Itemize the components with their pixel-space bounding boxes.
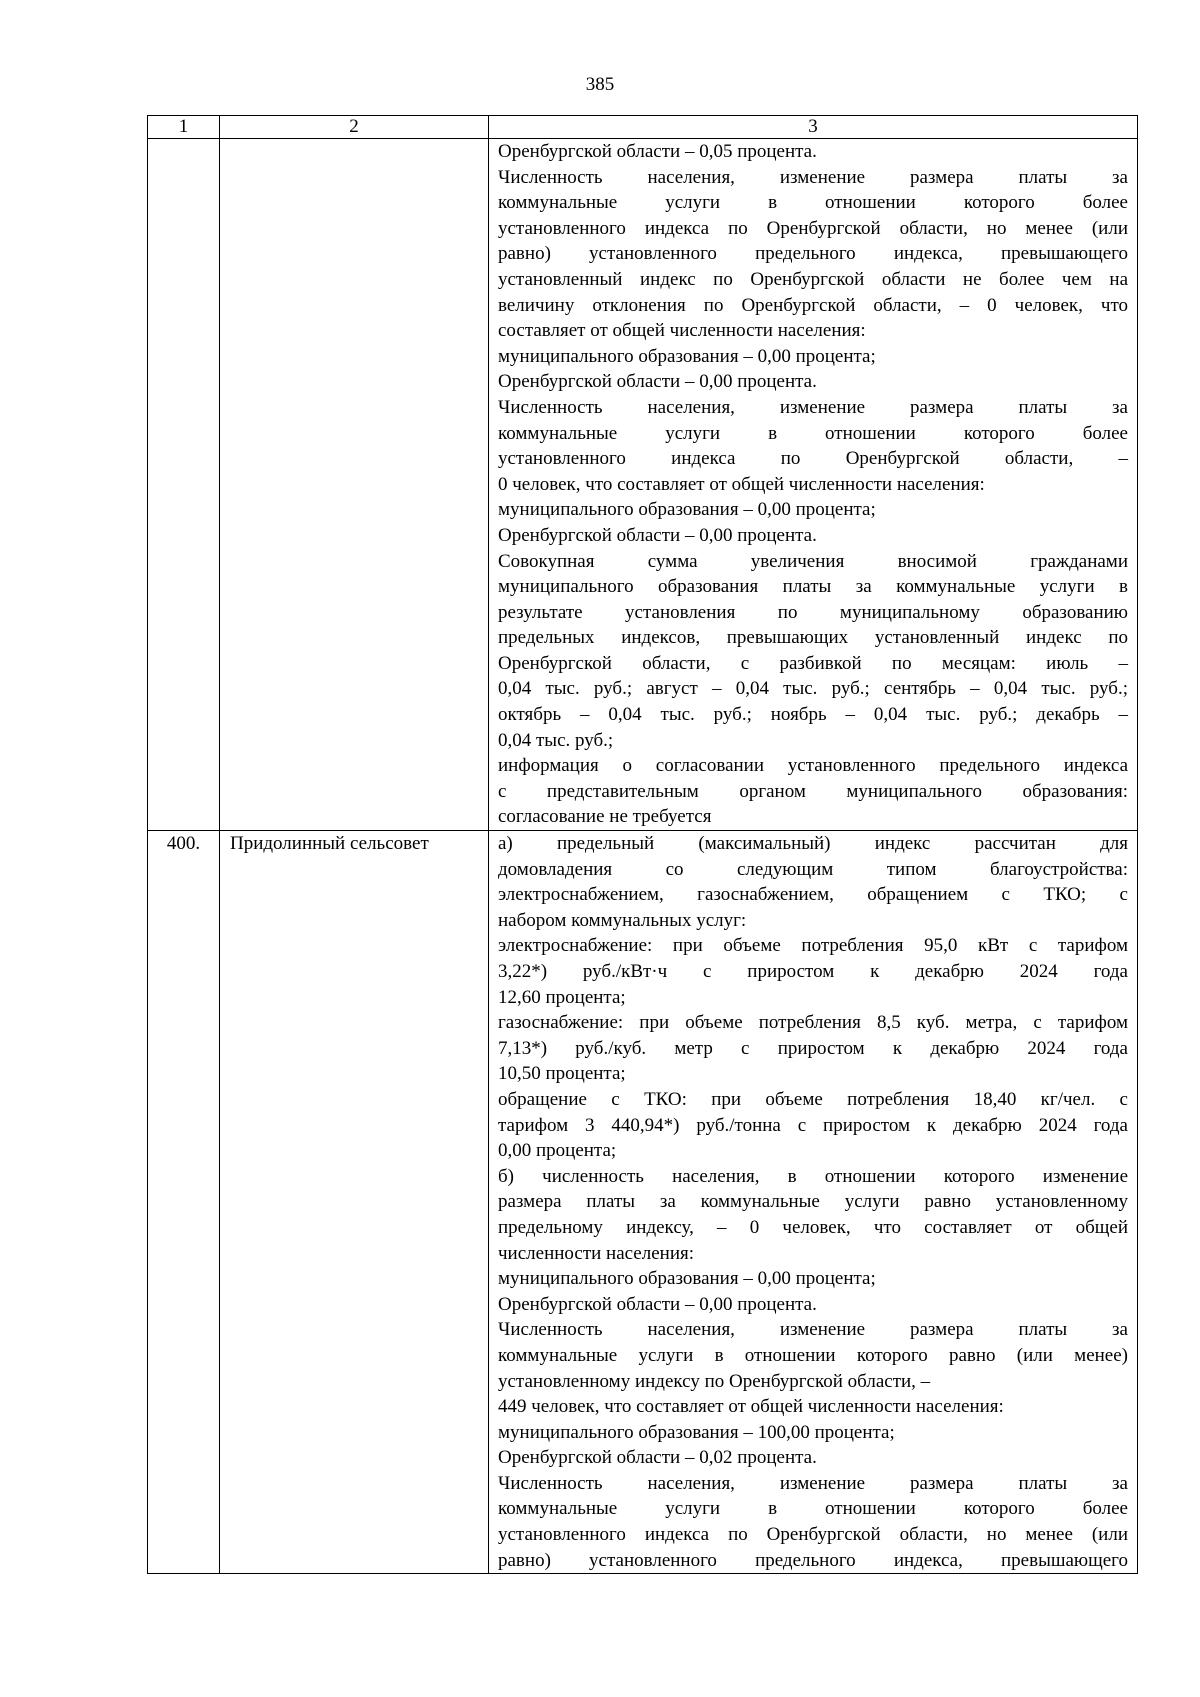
table-row <box>148 139 1138 831</box>
text-line: установленный индекс по Оренбургской области не более чем на <box>498 268 1128 290</box>
data-table <box>147 115 1138 1574</box>
text-line: б) численность населения, в отношении которого изменение <box>498 1165 1128 1187</box>
text-line: равно) установленного предельного индекса, превышающего <box>498 1549 1128 1571</box>
text-line: муниципального образования – 100,00 процента; <box>498 1421 895 1443</box>
table-header-row <box>148 116 1138 139</box>
municipality-name <box>220 139 489 831</box>
text-line: установленного индекса по Оренбургской области, – <box>498 448 1128 470</box>
text-line: Численность населения, изменение размера платы за <box>498 1319 1128 1341</box>
text-line: установленного индекса по Оренбургской области, но менее (или <box>498 1524 1128 1546</box>
text-line: коммунальные услуги в отношении которого более <box>498 192 1128 214</box>
text-line: домовладения со следующим типом благоустройства: <box>498 858 1128 880</box>
text-line: Оренбургской области – 0,02 процента. <box>498 1447 817 1469</box>
text-line: предельных индексов, превышающих установленный индекс по <box>498 627 1128 649</box>
text-line: 0 человек, что составляет от общей численности населения: <box>498 473 985 495</box>
text-line: численности населения: <box>498 1242 695 1264</box>
text-line: установленного индекса по Оренбургской области, но менее (или <box>498 217 1128 239</box>
text-line: 12,60 процента; <box>498 986 626 1008</box>
text-line: Оренбургской области – 0,00 процента. <box>498 1293 817 1315</box>
text-line: 7,13*) руб./куб. метр с приростом к декабрю 2024 года <box>498 1037 1128 1059</box>
text-line: составляет от общей численности населения: <box>498 320 866 342</box>
text-line: величину отклонения по Оренбургской области, – 0 человек, что <box>498 294 1128 316</box>
text-line: результате установления по муниципальному образованию <box>498 601 1128 623</box>
text-line: Оренбургской области – 0,00 процента. <box>498 524 817 546</box>
text-line: согласование не требуется <box>498 806 712 828</box>
text-line: а) предельный (максимальный) индекс рассчитан для <box>498 833 1128 855</box>
text-line: Совокупная сумма увеличения вносимой гражданами <box>498 550 1128 572</box>
column-header-3: 3 <box>489 116 1138 139</box>
text-line: коммунальные услуги в отношении которого более <box>498 1498 1128 1520</box>
text-line: набором коммунальных услуг: <box>498 909 747 931</box>
text-line: октябрь – 0,04 тыс. руб.; ноябрь – 0,04 тыс. руб.; декабрь – <box>498 704 1128 726</box>
text-line: обращение с ТКО: при объеме потребления 18,40 кг/чел. с <box>498 1088 1128 1110</box>
text-line: 10,50 процента; <box>498 1063 626 1085</box>
text-line: коммунальные услуги в отношении которого более <box>498 422 1128 444</box>
text-line: информация о согласовании установленного предельного индекса <box>498 755 1128 777</box>
text-line: Численность населения, изменение размера платы за <box>498 1472 1128 1494</box>
text-line: Численность населения, изменение размера платы за <box>498 396 1128 418</box>
municipality-name: Придолинный сельсовет <box>220 831 489 1574</box>
text-line: 3,22*) руб./кВт·ч с приростом к декабрю 2024 года <box>498 961 1128 982</box>
text-line: муниципального образования – 0,00 процента; <box>498 499 876 521</box>
text-line: 0,04 тыс. руб.; август – 0,04 тыс. руб.; сентябрь – 0,04 тыс. руб.; <box>498 678 1128 700</box>
row-number: 400. <box>148 831 220 1574</box>
text-line: муниципального образования платы за коммунальные услуги в <box>498 576 1128 598</box>
text-line: Численность населения, изменение размера платы за <box>498 166 1128 188</box>
text-line: Оренбургской области – 0,05 процента. <box>498 141 817 162</box>
text-line: размера платы за коммунальные услуги равно установленному <box>498 1191 1128 1213</box>
column-header-1: 1 <box>148 116 220 139</box>
row-number <box>148 139 220 831</box>
text-line: электроснабжение: при объеме потребления 95,0 кВт с тарифом <box>498 935 1128 957</box>
text-line: равно) установленного предельного индекса, превышающего <box>498 243 1128 265</box>
text-line: Оренбургской области, с разбивкой по месяцам: июль – <box>498 652 1128 674</box>
table-row <box>148 831 1138 1574</box>
text-line: муниципального образования – 0,00 процента; <box>498 1268 876 1290</box>
text-line: 449 человек, что составляет от общей численности населения: <box>498 1396 1004 1418</box>
text-line: 0,04 тыс. руб.; <box>498 729 614 751</box>
column-header-2: 2 <box>220 116 489 139</box>
text-line: муниципального образования – 0,00 процента; <box>498 345 876 367</box>
text-line: с представительным органом муниципального образования: <box>498 780 1128 802</box>
text-line: Оренбургской области – 0,00 процента. <box>498 371 817 393</box>
row-content <box>489 139 1138 831</box>
row-content <box>489 831 1138 1574</box>
text-line: газоснабжение: при объеме потребления 8,5 куб. метра, с тарифом <box>498 1012 1128 1034</box>
text-line: электроснабжением, газоснабжением, обращением с ТКО; с <box>498 884 1128 906</box>
text-line: установленному индексу по Оренбургской области, – <box>498 1370 931 1392</box>
text-line: коммунальные услуги в отношении которого равно (или менее) <box>498 1344 1128 1366</box>
page-number: 385 <box>585 74 615 95</box>
text-line: тарифом 3 440,94*) руб./тонна с приростом к декабрю 2024 года <box>498 1114 1128 1136</box>
text-line: 0,00 процента; <box>498 1140 617 1162</box>
text-line: предельному индексу, – 0 человек, что составляет от общей <box>498 1216 1128 1238</box>
